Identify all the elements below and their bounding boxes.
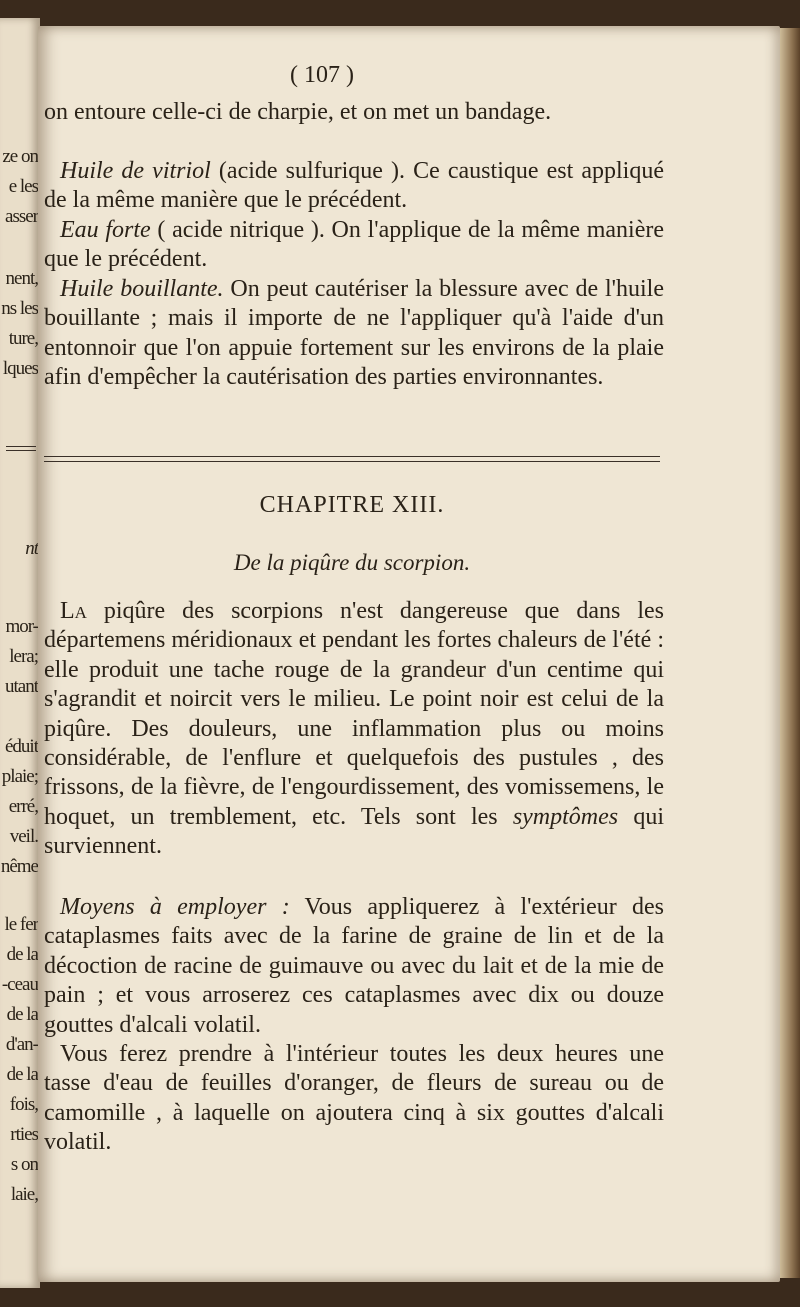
entry-text: (acide sulfurique ). Ce caustique est appliqué de la même manière que le précédent. bbox=[44, 158, 664, 214]
entry-text: On peut cautériser la blessure avec de l'huile bouillante ; mais il importe de ne l'appliquer qu'à l'aide d'un entonnoir que l'on appuie fortement sur les environs de la plaie afin d'empêcher la cautérisation des parties environnantes. bbox=[44, 276, 664, 391]
dropcap-word: La bbox=[60, 598, 87, 624]
entry-huile-bouillante bbox=[44, 275, 664, 393]
entry-term: Eau forte bbox=[60, 217, 151, 243]
paragraph-italic: symptômes bbox=[512, 803, 619, 830]
margin-fragment: nent, bbox=[5, 268, 38, 289]
margin-fragment: nt bbox=[25, 538, 38, 559]
margin-fragment: ze on bbox=[2, 146, 38, 167]
margin-fragment: e les bbox=[8, 176, 38, 197]
paragraph-text: piqûre des scorpions n'est dangereuse que dans les départemens méridionaux et pendant les fortes chaleurs de l'été : elle produit une tache rouge de la grandeur d'un centime qui s'agrandit et noircit vers le milieu. Le point noir est celui de la piqûre. Des douleurs, une inflammation plus ou moins considérable, de l'enflure et quelquefois des pustules , des frissons, de la fièvre, de l'engourdissement, des vomissemens, le hoquet, un tremblement, etc. Tels sont les bbox=[44, 598, 664, 830]
entry-text: ( acide nitrique ). On l'applique de la même manière que le précédent. bbox=[44, 217, 664, 273]
left-page-fragment bbox=[0, 18, 40, 1288]
chapter-paragraph-3: Vous ferez prendre à l'intérieur toutes les deux heures une tasse d'eau de feuilles d'oranger, de fleurs de sureau ou de camomille , à laquelle on ajoutera cinq à six gouttes d'alcali volatil. bbox=[44, 1041, 664, 1156]
chapter-paragraph-1 bbox=[44, 597, 664, 862]
margin-fragment: veil. bbox=[9, 826, 38, 847]
margin-fragment: mor- bbox=[5, 616, 38, 637]
margin-fragment: nême bbox=[0, 856, 38, 877]
margin-fragment: s on bbox=[10, 1154, 38, 1175]
paragraph-text: Vous appliquerez à l'extérieur des cataplasmes faits avec de la farine de graine de lin et de la décoction de racine de guimauve ou avec du lait et de la mie de pain ; et vous arroserez ces cataplasmes avec dix ou douze gouttes d'alcali volatil. bbox=[44, 894, 664, 1038]
page-number: ( 107 ) bbox=[290, 62, 354, 88]
margin-fragment: laie, bbox=[10, 1184, 38, 1205]
margin-fragment: -ceau bbox=[1, 974, 38, 995]
paragraph-lead: Moyens à employer : bbox=[60, 894, 290, 920]
margin-fragment: utant bbox=[5, 676, 38, 697]
margin-fragment: plaie; bbox=[1, 766, 38, 787]
paragraph-end: qui surviennent. bbox=[44, 803, 664, 860]
continuation-paragraph: on entoure celle-ci de charpie, et on met un bandage. bbox=[44, 99, 552, 125]
margin-fragment: de la bbox=[6, 944, 38, 965]
entry-eau-forte bbox=[44, 216, 664, 275]
margin-fragment: lera; bbox=[9, 646, 38, 667]
margin-fragment: de la bbox=[6, 1004, 38, 1025]
entry-term: Huile de vitriol bbox=[60, 158, 211, 184]
margin-fragment: le fer bbox=[4, 914, 38, 935]
chapter-subtitle: De la piqûre du scorpion. bbox=[233, 550, 471, 575]
margin-fragment: erré, bbox=[8, 796, 38, 817]
section-divider bbox=[44, 456, 660, 462]
margin-fragment: éduit bbox=[5, 736, 38, 757]
entry-term: Huile bouillante. bbox=[60, 276, 224, 302]
margin-fragment: fois, bbox=[9, 1094, 38, 1115]
margin-rule bbox=[6, 446, 36, 451]
chapter-paragraph-2 bbox=[44, 893, 664, 1040]
margin-fragment: ns les bbox=[1, 298, 38, 319]
margin-fragment: lques bbox=[2, 358, 38, 379]
chapter-title: CHAPITRE XIII. bbox=[259, 492, 445, 518]
margin-fragment: de la bbox=[6, 1064, 38, 1085]
margin-fragment: asser bbox=[5, 206, 38, 227]
margin-fragment: d'an- bbox=[5, 1034, 38, 1055]
page-stack-edge bbox=[780, 28, 800, 1278]
entry-vitriol bbox=[44, 157, 664, 216]
margin-fragment: ture, bbox=[8, 328, 38, 349]
margin-fragment: rties bbox=[10, 1124, 38, 1145]
